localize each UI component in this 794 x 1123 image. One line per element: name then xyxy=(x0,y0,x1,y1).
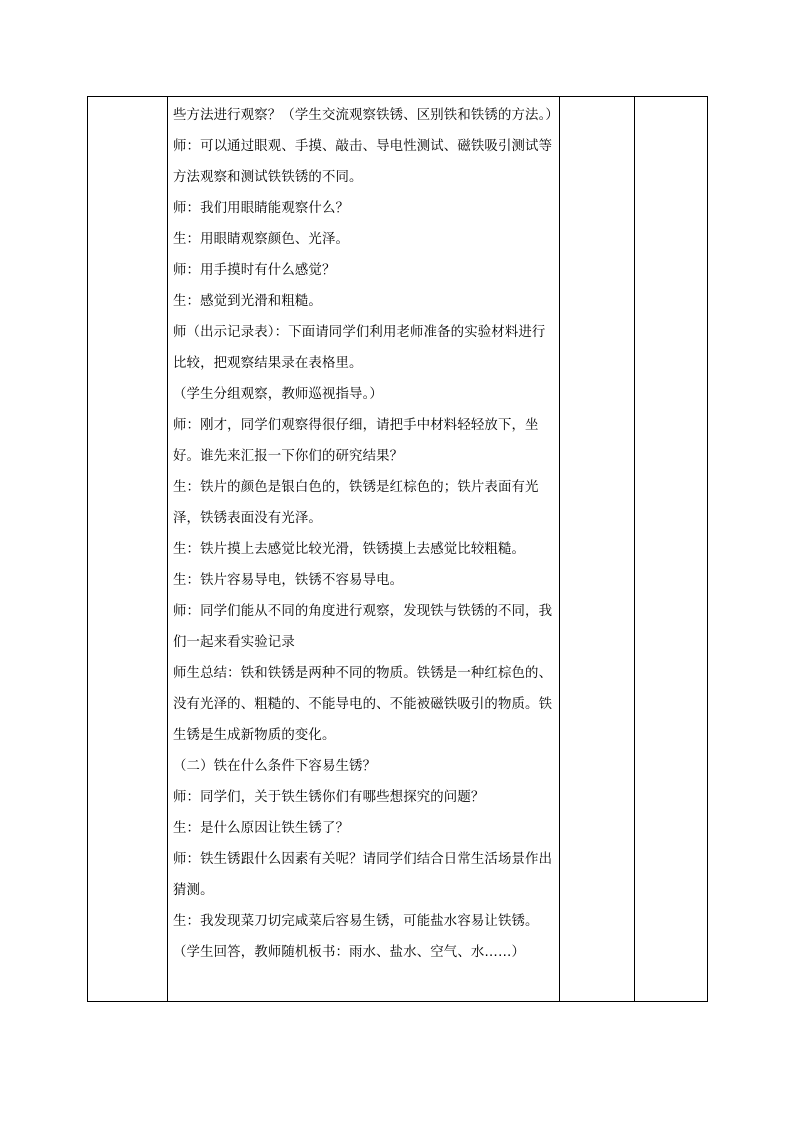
text-line-13: 师：同学们能从不同的角度进行观察，发现铁与铁锈的不同，我们一起来看实验记录 xyxy=(173,604,553,650)
text-line-7: 师（出示记录表）：下面请同学们利用老师准备的实验材料进行比较，把观察结果录在表格里。 xyxy=(173,325,546,371)
lesson-plan-table xyxy=(87,96,708,1002)
table-row xyxy=(88,97,708,1002)
design-intent-cell xyxy=(635,97,708,1002)
text-line-19: 生：我发现菜刀切完咸菜后容易生锈，可能盐水容易让铁锈。 xyxy=(173,914,539,929)
teaching-process-cell xyxy=(168,97,560,1002)
stage-cell xyxy=(88,97,168,1002)
text-line-20: （学生回答，教师随机板书：雨水、盐水、空气、水……） xyxy=(173,945,526,960)
text-line-11: 生：铁片摸上去感觉比较光滑，铁锈摸上去感觉比较粗糙。 xyxy=(173,542,526,557)
text-line-2: 师：可以通过眼观、手摸、敲击、导电性测试、磁铁吸引测试等方法观察和测试铁铁锈的不同。 xyxy=(173,139,553,185)
text-line-18: 师：铁生锈跟什么因素有关呢？请同学们结合日常生活场景作出猜测。 xyxy=(173,852,553,898)
text-line-3: 师：我们用眼睛能观察什么？ xyxy=(173,201,350,216)
text-line-8: （学生分组观察，教师巡视指导。） xyxy=(173,387,383,402)
text-line-17: 生：是什么原因让铁生锈了？ xyxy=(173,821,350,836)
text-line-4: 生：用眼睛观察颜色、光泽。 xyxy=(173,232,350,247)
text-line-5: 师：用手摸时有什么感觉？ xyxy=(173,263,336,278)
text-line-16: 师：同学们，关于铁生锈你们有哪些想探究的问题？ xyxy=(173,790,485,805)
text-line-10: 生：铁片的颜色是银白色的，铁锈是红棕色的；铁片表面有光泽，铁锈表面没有光泽。 xyxy=(173,480,539,526)
text-line-14: 师生总结：铁和铁锈是两种不同的物质。铁锈是一种红棕色的、没有光泽的、粗糙的、不能导电的、不能被磁铁吸引的物质。铁生锈是生成新物质的变化。 xyxy=(173,666,553,743)
text-line-6: 生：感觉到光滑和粗糙。 xyxy=(173,294,322,309)
text-line-1: 些方法进行观察？（学生交流观察铁锈、区别铁和铁锈的方法。） xyxy=(173,108,559,123)
text-line-9: 师：刚才，同学们观察得很仔细，请把手中材料轻轻放下，坐好。谁先来汇报一下你们的研究结果？ xyxy=(173,418,539,464)
student-activity-cell xyxy=(560,97,635,1002)
text-line-12: 生：铁片容易导电，铁锈不容易导电。 xyxy=(173,573,404,588)
text-line-15: （二）铁在什么条件下容易生锈？ xyxy=(173,759,377,774)
